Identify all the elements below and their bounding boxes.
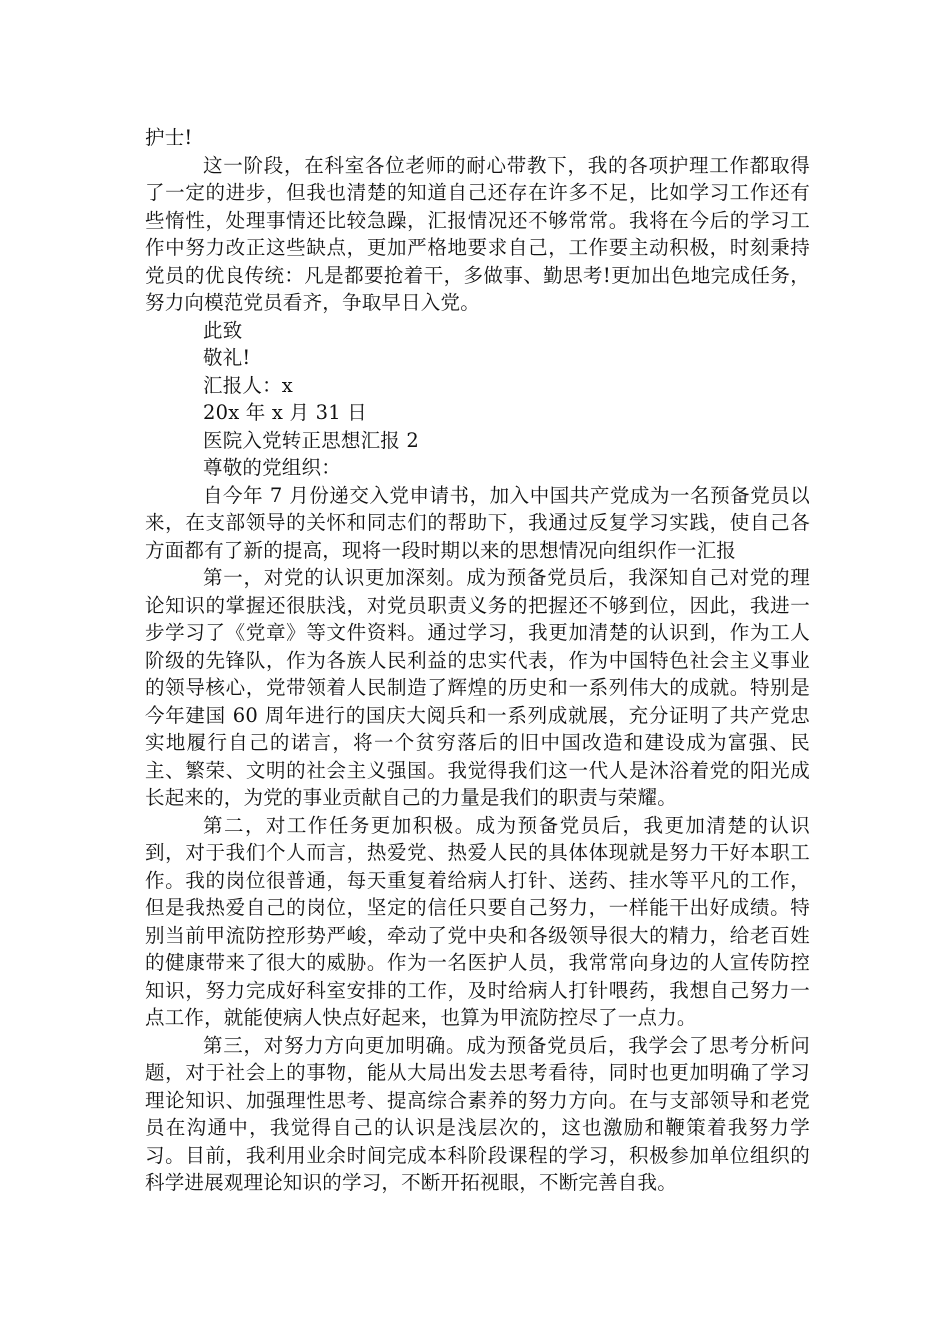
paragraph-closing-fragment: 护士! <box>145 126 193 149</box>
paragraph-introduction: 自今年 7 月份递交入党申请书，加入中国共产党成为一名预备党员以来，在支部领导的关怀和同志们的帮助下，我通过反复学习实践，使自己各方面都有了新的提高，现将一段时期以来的思想情况向组织作一汇报 <box>145 483 810 562</box>
salutation-jing-li: 敬礼! <box>203 346 251 369</box>
paragraph-point-one: 第一，对党的认识更加深刻。成为预备党员后，我深知自己对党的理论知识的掌握还很肤浅，对党员职责义务的把握还不够到位，因此，我进一步学习了《党章》等文件资料。通过学习，我更加清楚的认识到，作为工人阶级的先锋队，作为各族人民利益的忠实代表，作为中国特色社会主义事业的领导核心，党带领着人民制造了辉煌的历史和一系列伟大的成就。特别是今年建国 60 周年进行的国庆大阅兵和一系列成就展，充分证明了共产党忠实地履行自己的诺言，将一个贫穷落后的旧中国改造和建设成为富强、民主、繁荣、文明的社会主义强国。我觉得我们这一代人是沐浴着党的阳光成长起来的，为党的事业贡献自己的力量是我们的职责与荣耀。 <box>145 566 810 809</box>
paragraph-progress-summary: 这一阶段，在科室各位老师的耐心带教下，我的各项护理工作都取得了一定的进步，但我也清楚的知道自己还存在许多不足，比如学习工作还有些惰性，处理事情还比较急躁，汇报情况还不够常常。我将在今后的学习工作中努力改正这些缺点，更加严格地要求自己，工作要主动积极，时刻秉持党员的优良传统：凡是都要抢着干，多做事、勤思考!更加出色地完成任务，努力向模范党员看齐，争取早日入党。 <box>145 153 810 314</box>
section-title: 医院入党转正思想汇报 2 <box>203 428 420 452</box>
paragraph-point-three: 第三，对努力方向更加明确。成为预备党员后，我学会了思考分析问题，对于社会上的事物，能从大局出发去思考看待，同时也更加明确了学习理论知识、加强理性思考、提高综合素养的努力方向。在与支部领导和老党员在沟通中，我觉得自己的认识是浅层次的，这也激励和鞭策着我努力学习。目前，我利用业余时间完成本科阶段课程的学习，积极参加单位组织的科学进展观理论知识的学习，不断开拓视眼，不断完善自我。 <box>145 1033 810 1194</box>
salutation-ci-zhi: 此致 <box>203 318 243 342</box>
document-body <box>145 124 810 1197</box>
date-line: 20x 年 x 月 31 日 <box>203 401 367 424</box>
paragraph-point-two: 第二，对工作任务更加积极。成为预备党员后，我更加清楚的认识到，对于我们个人而言，热爱党、热爱人民的具体体现就是努力干好本职工作。我的岗位很普通，每天重复着给病人打针、送药、挂水等平凡的工作，但是我热爱自己的岗位，坚定的信任只要自己努力，一样能干出好成绩。特别当前甲流防控形势严峻，牵动了党中央和各级领导很大的精力，给老百姓的健康带来了很大的威胁。作为一名医护人员，我常常向身边的人宣传防控知识，努力完成好科室安排的工作，及时给病人打针喂药，我想自己努力一点工作，就能使病人快点好起来，也算为甲流防控尽了一点力。 <box>145 813 810 1029</box>
reporter-line: 汇报人：x <box>203 373 293 397</box>
greeting-line: 尊敬的党组织： <box>203 456 341 479</box>
